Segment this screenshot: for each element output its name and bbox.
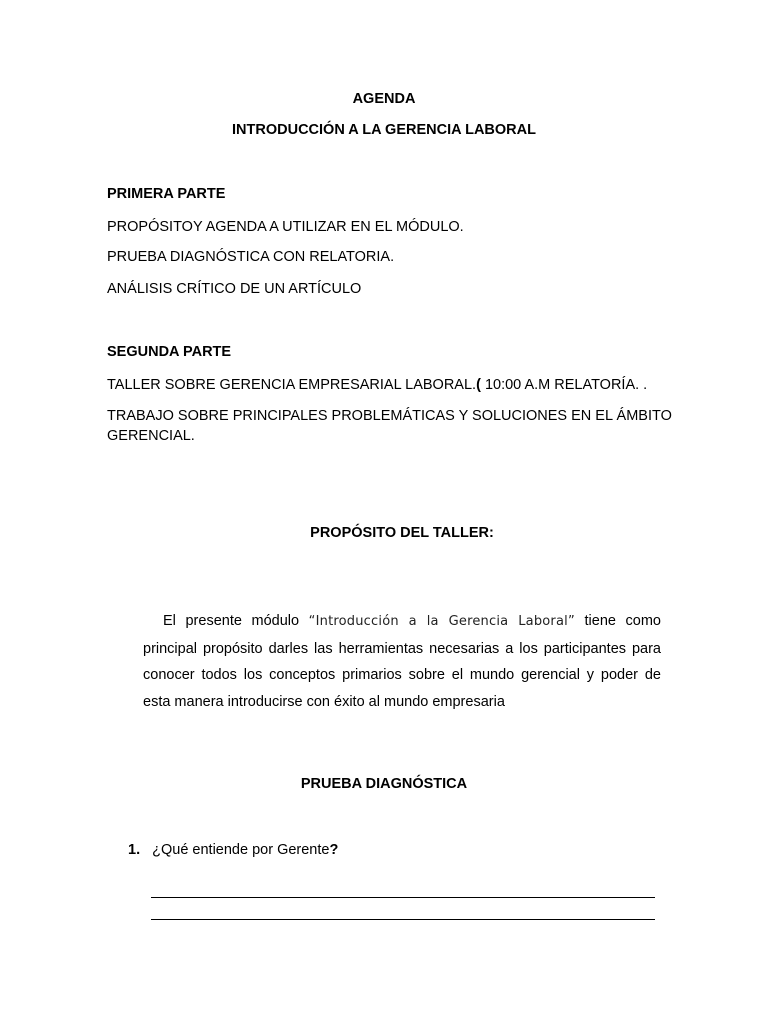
segunda-parte-heading: SEGUNDA PARTE (107, 344, 232, 360)
module-name-quote: “Introducción a la Gerencia Laboral” (308, 614, 575, 629)
prueba-heading: PRUEBA DIAGNÓSTICA (300, 776, 468, 792)
segunda-parte-item-rest: 10:00 A.M RELATORÍA. . (480, 377, 648, 393)
segunda-parte-item-line: TRABAJO SOBRE PRINCIPALES PROBLEMÁTICAS Y SOLUCIONES EN EL ÁMBITO (107, 408, 672, 424)
question-number: 1. (128, 842, 141, 858)
primera-parte-heading: PRIMERA PARTE (107, 186, 226, 202)
para-start: El presente módulo (163, 613, 309, 629)
question-item (128, 842, 338, 858)
primera-parte-item: ANÁLISIS CRÍTICO DE UN ARTÍCULO (107, 281, 362, 297)
answer-line[interactable] (151, 919, 655, 920)
answer-line[interactable] (151, 897, 655, 898)
question-mark: ? (329, 842, 339, 858)
agenda-subtitle: INTRODUCCIÓN A LA GERENCIA LABORAL (232, 122, 536, 138)
segunda-parte-item-text: TALLER SOBRE GERENCIA EMPRESARIAL LABORAL. (107, 377, 477, 393)
proposito-paragraph (143, 608, 661, 715)
segunda-parte-item-line: GERENCIAL. (107, 428, 195, 444)
para-rest: tiene como principal propósito darles las herramientas necesarias a los participantes para conocer todos los conceptos primarios sobre el mundo gerencial y poder de esta manera introducirse con éxito al mundo empresaria (143, 613, 661, 710)
primera-parte-item: PRUEBA DIAGNÓSTICA CON RELATORIA. (107, 249, 395, 265)
proposito-heading: PROPÓSITO DEL TALLER: (310, 525, 494, 541)
agenda-title: AGENDA (352, 91, 416, 107)
segunda-parte-item (107, 377, 647, 393)
primera-parte-item: PROPÓSITOY AGENDA A UTILIZAR EN EL MÓDULO. (107, 219, 464, 235)
segunda-parte-item-paren: ( (476, 377, 481, 393)
question-text: ¿Qué entiende por Gerente (152, 842, 330, 858)
proposito-paragraph-text (143, 608, 661, 715)
